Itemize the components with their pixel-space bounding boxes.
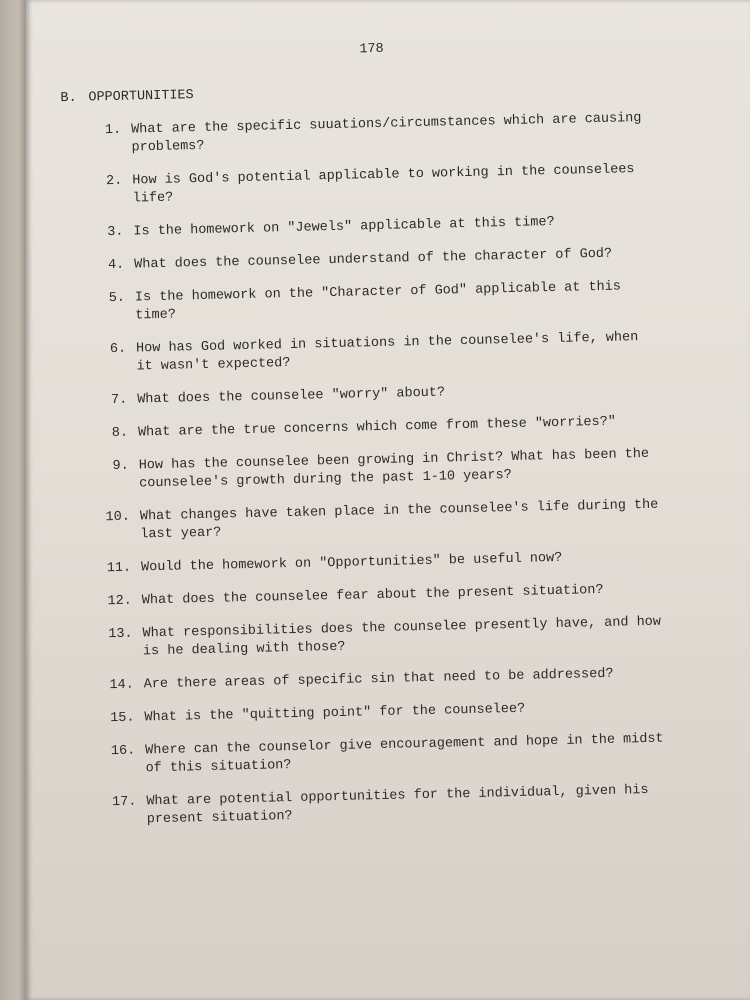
- question-text: What are the true concerns which come from these "worries?": [137, 414, 617, 441]
- question-item: [102, 781, 673, 830]
- question-text: Is the homework on "Jewels" applicable at this time?: [133, 214, 555, 240]
- question-item: [97, 547, 667, 578]
- question-item: [98, 613, 669, 662]
- book-binding-edge: [0, 0, 26, 1000]
- page-content: [26, 0, 750, 1000]
- question-text: What does the counselee understand of the character of God?: [134, 246, 613, 273]
- question-item: [91, 278, 662, 327]
- question-number: 2.: [105, 173, 123, 190]
- question-number: 5.: [108, 290, 126, 307]
- question-number: 11.: [106, 560, 132, 577]
- question-item: [101, 730, 672, 779]
- question-text: Where can the counselor give encouragement and hope in the midst of this situation?: [145, 731, 664, 777]
- question-item: [98, 580, 668, 611]
- page-number: 178: [359, 41, 384, 58]
- question-item: [87, 110, 658, 159]
- question-text: How has God worked in situations in the counselee's life, when it wasn't expected?: [135, 330, 639, 375]
- question-text: Is the homework on the "Character of God" applicable at this time?: [134, 279, 622, 324]
- question-number: 13.: [108, 626, 133, 643]
- question-number: 9.: [112, 458, 129, 475]
- question-text: What does the counselee fear about the present situation?: [141, 582, 604, 609]
- question-number: 4.: [107, 257, 125, 274]
- question-text: What responsibilities does the counselee presently have, and how is he dealing with those?: [142, 614, 662, 660]
- question-text: What is the "quitting point" for the counselee?: [144, 701, 526, 726]
- question-number: 14.: [109, 677, 134, 694]
- question-number: 7.: [110, 392, 128, 409]
- question-item: [96, 497, 667, 546]
- question-number: 10.: [105, 509, 131, 526]
- section-letter: B.: [60, 90, 77, 107]
- question-item: [93, 380, 663, 411]
- question-text: Would the homework on "Opportunities" be useful now?: [140, 550, 563, 576]
- question-text: Are there areas of specific sin that need to be addressed?: [143, 666, 614, 693]
- question-number: 8.: [111, 425, 129, 442]
- question-item: [100, 664, 670, 695]
- question-item: [100, 697, 670, 728]
- section-heading: [60, 87, 194, 108]
- question-number: 3.: [107, 224, 124, 241]
- question-item: [95, 446, 666, 495]
- question-item: [88, 161, 659, 210]
- question-item: [89, 212, 659, 243]
- question-text: How has the counselee been growing in Christ? What has been the counselee's growth during the past 1-10 years?: [138, 446, 650, 492]
- question-text: What are the specific suuations/circumstances which are causing problems?: [130, 110, 642, 156]
- question-number: 1.: [104, 122, 122, 139]
- question-text: What changes have taken place in the counselee's life during the last year?: [139, 497, 659, 543]
- section-title: OPPORTUNITIES: [88, 88, 194, 106]
- question-text: How is God's potential applicable to working in the counselees life?: [132, 162, 635, 207]
- question-item: [90, 245, 660, 276]
- question-number: 12.: [107, 593, 133, 610]
- question-text: What are potential opportunities for the individual, given his present situation?: [146, 782, 649, 828]
- question-number: 16.: [110, 743, 136, 760]
- question-item: [92, 329, 663, 378]
- question-number: 17.: [111, 794, 137, 811]
- document-page: [26, 0, 750, 1000]
- question-text: What does the counselee "worry" about?: [137, 385, 446, 408]
- question-list: [87, 110, 673, 831]
- question-number: 6.: [109, 341, 127, 358]
- question-number: 15.: [110, 710, 135, 727]
- question-item: [94, 413, 664, 444]
